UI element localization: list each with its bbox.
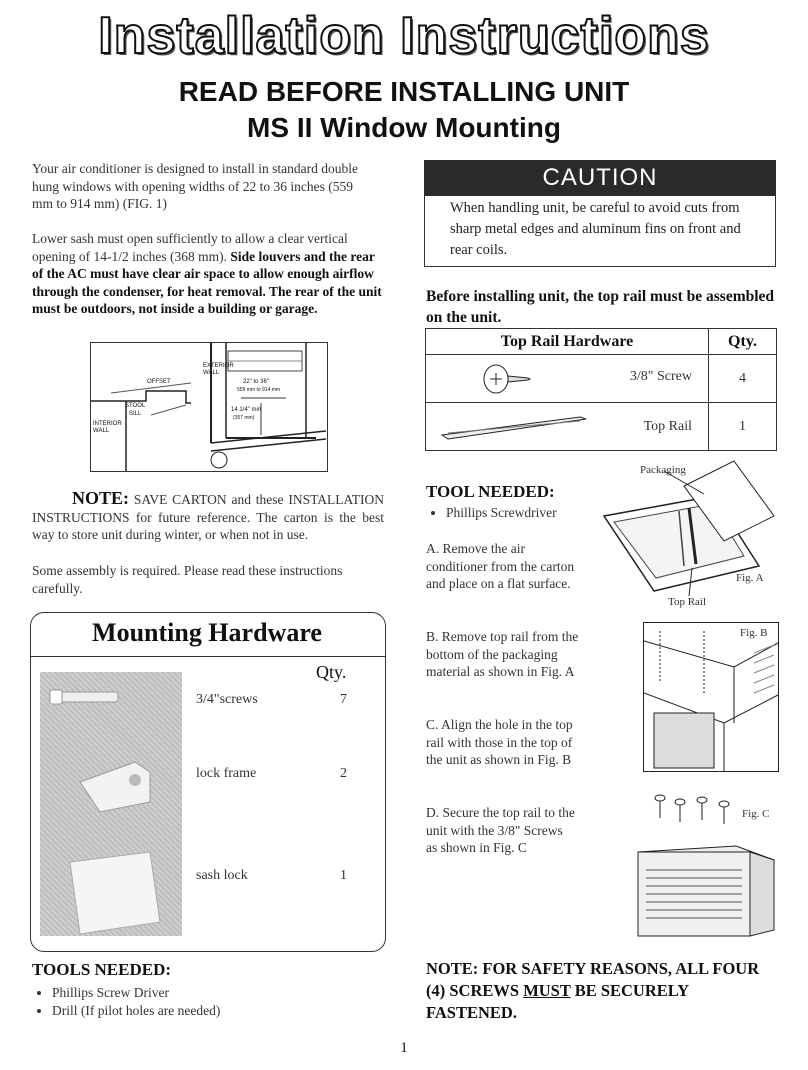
top-rail-label: Top Rail [668,596,707,608]
step-text: Remove the air conditioner from the carton and place on a flat surface. [426,541,575,591]
fig-c-label: Fig. C [742,808,770,820]
packaging-illustration [584,456,778,612]
save-carton-note [32,490,384,544]
mounting-qty-header: Qty. [316,662,347,682]
mounting-hardware-divider [30,656,386,657]
top-rail-qty-header: Qty. [709,329,777,355]
step-letter: C. [426,717,439,732]
tool-needed-heading: TOOL NEEDED: [426,482,555,501]
page-number: 1 [400,1040,408,1056]
assembly-note: Some assembly is required. Please read these instructions carefully. [32,563,343,596]
exterior-wall-label: EXTERIOR WALL [203,363,234,376]
tools-needed-list [32,984,372,1020]
tool-item: • Drill (If pilot holes are needed) [52,1002,372,1020]
hardware-item-qty: 2 [340,766,347,781]
safety-note [426,958,776,1024]
safety-note-must: MUST [523,981,571,1000]
mounting-hardware-title: Mounting Hardware [92,618,322,647]
tool-item: • Phillips Screwdriver [446,504,557,522]
width-label: 22" to 36" [243,379,269,385]
intro-paragraph-2 [32,230,382,318]
table-cell-qty: 1 [709,403,777,451]
hardware-item-name: sash lock [196,868,248,883]
figure-a-packaging [584,456,778,612]
stool-label: STOOL [125,403,146,409]
model-heading: MS II Window Mounting [247,112,561,143]
hardware-item-qty: 7 [340,692,347,707]
alignment-illustration [644,623,778,771]
figure-c-screws [624,790,780,940]
fig-b-label: Fig. B [740,627,768,639]
step-b [426,628,586,681]
table-row [426,355,709,403]
safety-note-pre: NOTE: FOR SAFETY REASONS, ALL FOUR (4) SCREWS [426,959,760,1000]
top-rail-header: Top Rail Hardware [426,329,709,355]
width-mm-label: 559 mm to 914 mm [237,387,281,393]
figure-b-alignment [643,622,779,772]
top-rail-icon [440,413,590,443]
caution-text: When handling unit, be careful to avoid cuts from sharp metal edges and aluminum fins on front and rear coils. [450,200,741,258]
hardware-item-name: 3/4"screws [196,692,258,707]
note-text: SAVE CARTON and these INSTALLATION INSTRUCTIONS for future reference. The carton is the best way to store unit during winter, or when not in use. [32,492,384,542]
tools-needed-heading: TOOLS NEEDED: [32,960,172,979]
page-title: Installation Instructions [98,7,710,65]
hardware-item-qty: 1 [340,868,347,883]
intro-p2-bold: Side louvers and the rear of the AC must have clear air space to allow enough airflow through the condenser, for heat removal. The rear of the unit must be outdoors, not inside a building or garage. [32,248,382,316]
step-text: Remove top rail from the bottom of the packaging material as shown in Fig. A [426,629,579,679]
step-letter: D. [426,805,440,820]
hardware-item-name: lock frame [196,766,257,781]
caution-banner: CAUTION [424,160,776,196]
step-a [426,540,576,593]
packaging-label: Packaging [640,464,686,476]
table-row [426,403,709,451]
hardware-photo-illustration [40,672,182,936]
safety-note-post: BE SECURELY FASTENED. [426,981,689,1022]
screw-icon [482,359,532,399]
step-c [426,716,576,769]
tool-needed-list [426,504,557,522]
fig-a-label: Fig. A [736,572,764,584]
table-cell-name: 3/8" Screw [629,369,692,384]
before-install-note: Before installing unit, the top rail must be assembled on the unit. [426,288,775,326]
intro-p2-plain: Lower sash must open sufficiently to allow a clear vertical opening of 14-1/2 inches (368 mm). [32,231,348,264]
intro-paragraph-1: Your air conditioner is designed to install in standard double hung windows with opening widths of 22 to 36 inches (559 mm to 914 mm) (FIG. 1) [32,161,358,211]
interior-wall-label: INTERIOR WALL [93,421,122,434]
step-letter: B. [426,629,439,644]
height-mm-label: (357 mm) [233,415,255,421]
top-rail-hardware-table [425,328,777,451]
step-letter: A. [426,541,440,556]
hardware-photo [40,672,182,936]
read-before-heading: READ BEFORE INSTALLING UNIT [178,76,630,107]
table-cell-name: Top Rail [643,419,692,434]
step-text: Secure the top rail to the unit with the 3/8" Screws as shown in Fig. C [426,805,575,855]
figure-1-window-diagram [90,342,328,472]
offset-label: OFFSET [147,379,171,385]
table-cell-qty: 4 [709,355,777,403]
step-text: Align the hole in the top rail with those in the top of the unit as shown in Fig. B [426,717,573,767]
height-label: 14 1/4" min [231,407,262,413]
sill-label: SILL [129,411,142,417]
step-d [426,804,576,857]
note-label: NOTE: [72,488,130,508]
tool-item: • Phillips Screw Driver [52,984,372,1002]
